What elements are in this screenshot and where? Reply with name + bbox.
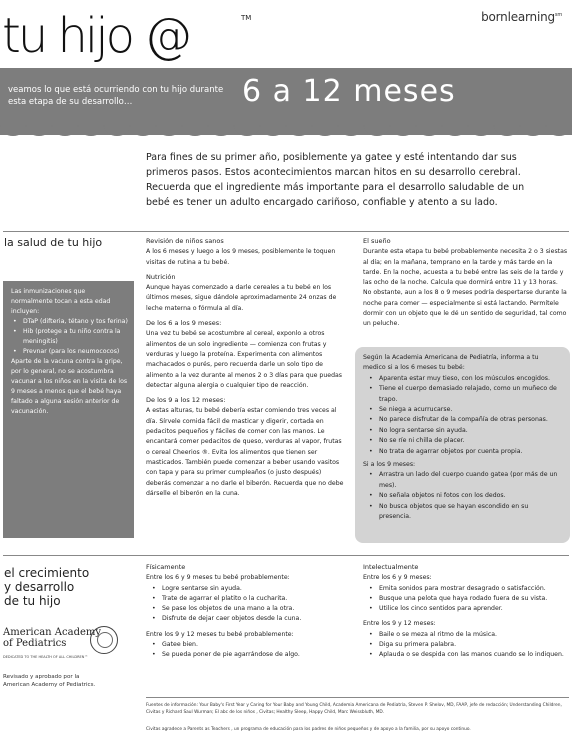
growth-title-line: y desarrollo xyxy=(4,580,75,594)
physical-6-item: • Trate de agarrar el platito o la cucharita. xyxy=(162,594,351,604)
scallop xyxy=(234,124,260,136)
aap-6-list xyxy=(363,374,562,457)
physical-6-item: • Se pase los objetos de una mano a la otra. xyxy=(162,604,351,614)
scallop xyxy=(52,124,78,136)
intellectual-9-list xyxy=(363,630,568,661)
aap-logo-text xyxy=(3,627,101,649)
intellectual-9-item: • Aplauda o se despida con las manos cuando se lo indiquen. xyxy=(379,650,568,660)
scallop xyxy=(286,124,312,136)
scallop xyxy=(390,124,416,136)
bornlearning-logo: bornlearning$^{sm}$ xyxy=(481,10,562,24)
aap-name-line: of Pediatrics xyxy=(3,638,67,649)
aap-6-item: • Se niega a acurrucarse. xyxy=(379,405,562,415)
intellectual-9-item: • Diga su primera palabra. xyxy=(379,640,568,650)
scallop xyxy=(78,124,104,136)
intellectual-9-item: • Baile o se meza al ritmo de la música. xyxy=(379,630,568,640)
growth-title-line: el crecimiento xyxy=(4,566,90,580)
aap-9-item: • No señala objetos ni fotos con los dedos. xyxy=(379,491,562,501)
physical-9-item: • Gatee bien. xyxy=(162,640,351,650)
aap-6-item: • No parece disfrutar de la compañía de otras personas. xyxy=(379,415,562,425)
age-range: 6 a 12 meses xyxy=(242,74,456,109)
immunization-outro: Aparte de la vacuna contra la gripe, por lo general, no se acostumbra vacunar a los niños en la visita de los 9 meses a menos que el bebé haya faltado a alguna sesión anterior de vacunación. xyxy=(11,358,128,415)
scallop xyxy=(0,124,26,136)
checkup-text: A los 6 meses y luego a los 9 meses, posiblemente le toquen visitas de rutina a tu bebé. xyxy=(146,248,336,266)
growth-title-line: de tu hijo xyxy=(4,594,61,608)
aap-6-item: • No logra sentarse sin ayuda. xyxy=(379,426,562,436)
aap-9-item: • Arrastra un lado del cuerpo cuando gatea (por más de un mes). xyxy=(379,470,562,491)
divider xyxy=(3,555,569,556)
scallop xyxy=(468,124,494,136)
brand-trademark: sm xyxy=(554,12,562,18)
band-intro: veamos lo que está ocurriendo con tu hijo durante esta etapa de su desarrollo… xyxy=(8,85,224,107)
reviewed-note xyxy=(3,673,95,689)
physical-6-item: • Disfrute de dejar caer objetos desde la cuna. xyxy=(162,614,351,624)
physical-6-heading: Entre los 6 y 9 meses tu bebé probablemente: xyxy=(146,574,290,582)
scallop xyxy=(26,124,52,136)
scalloped-edge xyxy=(0,124,572,146)
aap-warning-box xyxy=(355,347,570,543)
reviewed-line: Revisado y aprobado por la xyxy=(3,674,80,680)
aap-9-heading: Si a los 9 meses: xyxy=(363,461,416,469)
scallop xyxy=(338,124,364,136)
scallop xyxy=(156,124,182,136)
physical-heading: Físicamente xyxy=(146,563,186,571)
intellectual-6-heading: Entre los 6 y 9 meses: xyxy=(363,574,432,582)
intellectual-heading: Intelectualmente xyxy=(363,563,419,571)
sleep-text: Durante esta etapa tu bebé probablemente necesita 2 o 3 siestas al día; en la mañana, temprano en la tarde y más tarde en la tarde. En la noche, acuesta a tu bebé entre las seis de la tarde y las ocho de la noche. Calcula que dormirá entre 11 y 13 horas. No obstante, aun a los 8 o 9 meses podría despertarse durante la noche para comer — especialmente si está lactando. Permítele dormir con un objeto que le dé un sentido de seguridad, tal como un peluche. xyxy=(363,248,568,328)
aap-6-item: • No trata de agarrar objetos por cuenta propia. xyxy=(379,447,562,457)
aap-tagline: DEDICATED TO THE HEALTH OF ALL CHILDREN™ xyxy=(3,655,88,659)
intellectual-6-list xyxy=(363,584,568,615)
immunization-intro: Las inmunizaciones que normalmente tocan a esta edad incluyen: xyxy=(11,288,111,315)
scallop xyxy=(520,124,546,136)
physical-9-heading: Entre los 9 y 12 meses tu bebé probablemente: xyxy=(146,630,294,638)
physical-6-item: • Logre sentarse sin ayuda. xyxy=(162,584,351,594)
sleep-heading: El sueño xyxy=(363,237,391,245)
scallop xyxy=(364,124,390,136)
nutrition-text: Aunque hayas comenzado a darle cereales a tu bebé en los últimos meses, sigue dándole aproximadamente 24 onzas de leche materna o fórmula al día. xyxy=(146,284,337,312)
intellectual-6-item: • Busque una pelota que haya rodado fuera de su vista. xyxy=(379,594,568,604)
scallop xyxy=(546,124,572,136)
intellectual-column xyxy=(363,562,568,661)
scallop xyxy=(416,124,442,136)
sleep-column xyxy=(363,236,568,330)
immunization-item: • Prevnar (para los neumococos) xyxy=(23,347,128,357)
nutrition-6-9-text: Una vez tu bebé se acostumbre al cereal, exponlo a otros alimentos de un solo ingrediente — comienza con frutas y verduras y luego la proteína. Experimenta con alimentos machacados o purés, pero recuerda darle un solo tipo de alimento a la vez durante al menos 2 o 3 días para que puedas detectar alguna alergia o cualquier tipo de reacción. xyxy=(146,330,343,389)
scallop xyxy=(494,124,520,136)
aap-seal-icon xyxy=(90,626,118,654)
physical-column xyxy=(146,562,351,661)
checkup-heading: Revisión de niños sanos xyxy=(146,237,224,245)
immunization-box xyxy=(3,281,134,538)
immunization-item: • Hib (protege a tu niño contra la meningitis) xyxy=(23,327,128,347)
physical-6-list xyxy=(146,584,351,625)
reviewed-line: American Academy of Pediatrics. xyxy=(3,682,96,688)
aap-6-item: • Aparenta estar muy tieso, con los músculos encogidos. xyxy=(379,374,562,384)
nutrition-9-12-text: A estas alturas, tu bebé debería estar comiendo tres veces al día. Sírvele comida fácil de masticar y digerir, cortada en pedacitos pequeños y fáciles de comer con las manos. Le encantará comer pedacitos de queso, verduras al vapor, frutas o cereal Cheerios ®. Evita los alimentos que tienen ser masticados. También puede comenzar a beber usando vasitos con tapa y para su primer cumpleaños (o justo después) deberás comenzar a no darle el biberón. Recuerda que no debe dárselle el biberón en la cuna. xyxy=(146,407,344,497)
section-title-growth xyxy=(4,566,89,608)
scallop xyxy=(182,124,208,136)
footer-thanks: Civitas agradece a Parents as Teachers , un programa de educación para los padres de niños pequeños y de apoyo a la familia, por su apoyo continuo. xyxy=(146,727,471,732)
scallop xyxy=(104,124,130,136)
aap-9-item: • No busca objetos que se hayan escondido en su presencia. xyxy=(379,502,562,523)
title-trademark: TM xyxy=(241,14,252,22)
aap-6-item: • Tiene el cuerpo demasiado relajado, como un muñeco de trapo. xyxy=(379,384,562,405)
physical-9-item: • Se pueda poner de pie agarrándose de algo. xyxy=(162,650,351,660)
divider xyxy=(146,697,569,698)
scallop xyxy=(130,124,156,136)
health-column-1 xyxy=(146,236,346,503)
intellectual-6-item: • Emita sonidos para mostrar desagrado o satisfacción. xyxy=(379,584,568,594)
aap-9-list xyxy=(363,470,562,522)
aap-warning-intro: Según la Academia Americana de Pediatría, informa a tu medico si a los 6 meses tu bebé: xyxy=(363,354,539,372)
intellectual-9-heading: Entre los 9 y 12 meses: xyxy=(363,620,436,628)
divider xyxy=(3,231,569,232)
physical-9-list xyxy=(146,640,351,661)
aap-6-item: • No se ríe ni chilla de placer. xyxy=(379,436,562,446)
immunization-item: • DTaP (difteria, tétano y tos ferina) xyxy=(23,317,128,327)
scallop xyxy=(260,124,286,136)
nutrition-heading: Nutrición xyxy=(146,272,176,281)
intellectual-6-item: • Utilice los cinco sentidos para aprender. xyxy=(379,604,568,614)
scallop xyxy=(442,124,468,136)
nutrition-9-12-heading: De los 9 a los 12 meses: xyxy=(146,396,226,405)
lead-paragraph: Para fines de su primer año, posiblemente ya gatee y esté intentando dar sus primeros pasos. Estos acontecimientos marcan hitos en su desarrollo cerebral. Recuerda que el ingrediente más importante para el desarrollo saludable de un bebé es tener un adulto encargado cariñoso, confiable y atento a su lado. xyxy=(146,152,525,208)
nutrition-6-9-heading: De los 6 a los 9 meses: xyxy=(146,319,222,328)
aap-name-line: American Academy xyxy=(3,627,102,638)
section-title-health: la salud de tu hijo xyxy=(4,236,103,249)
page-title: tu hijo @ xyxy=(2,8,190,64)
footer-sources: Fuentes de información: Your Baby's First Year y Caring for Your Baby and Young Child, Academia Americana de Pediatría, Steven P. Shelov, MD, FAAP, jefe de redacción; Understanding Children, Civitas y Richard Saul Wurman; El abc de los niños , Civitas; Healthy Sleep, Happy Child, Marc Weissbluth, MD. xyxy=(146,703,562,715)
scallop xyxy=(312,124,338,136)
scallop xyxy=(208,124,234,136)
